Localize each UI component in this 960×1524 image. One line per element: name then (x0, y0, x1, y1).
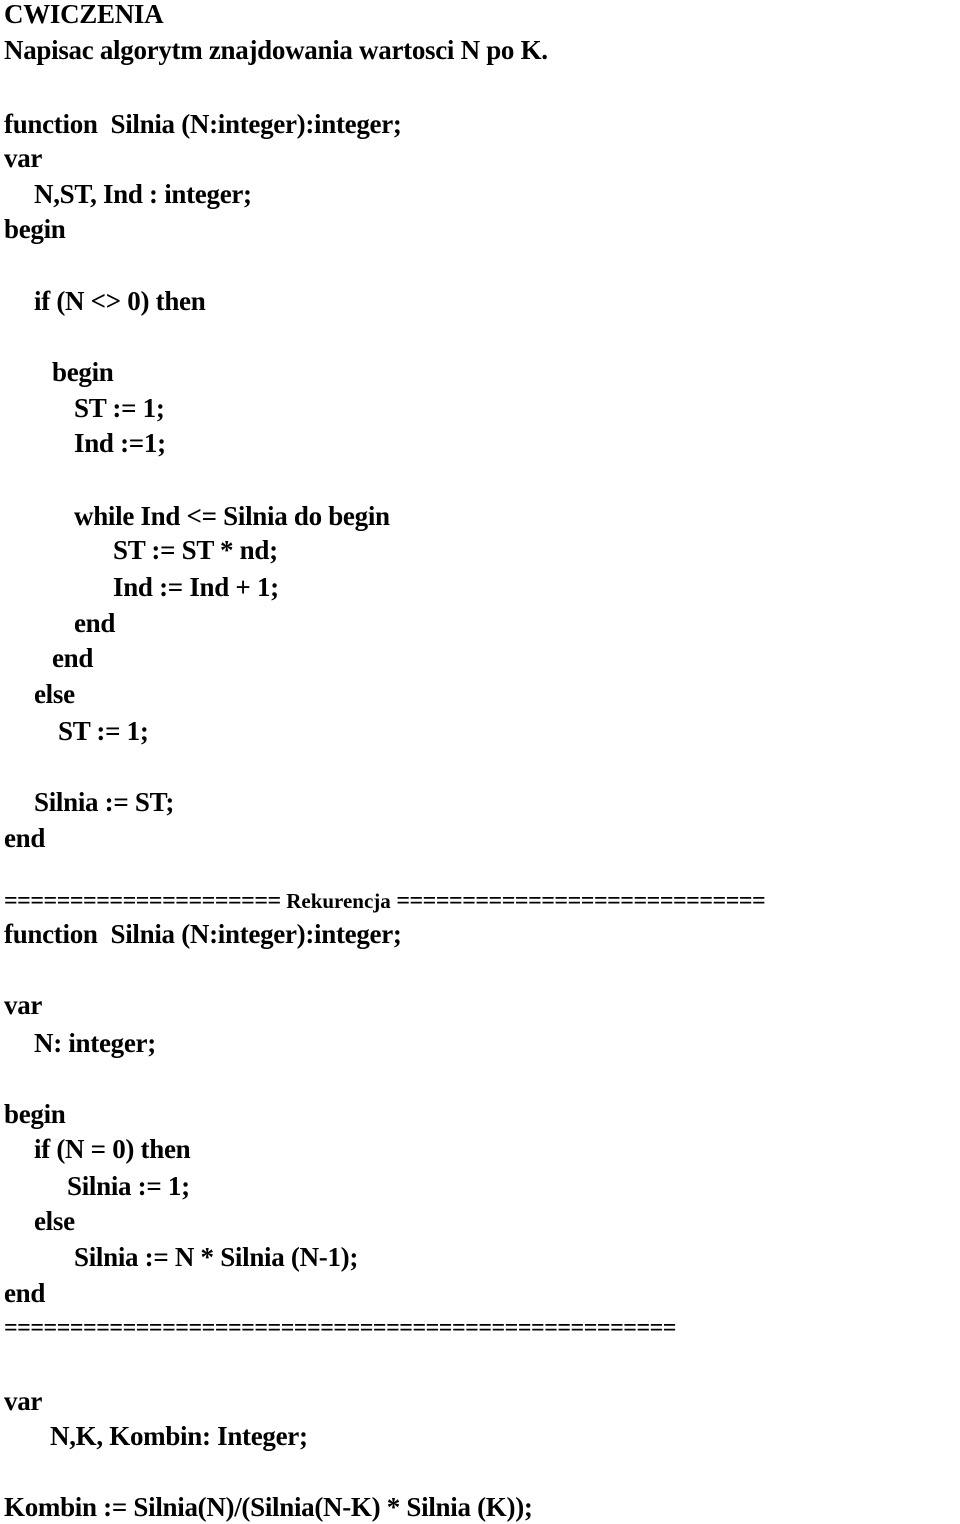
section-separator: =================================================== (4, 1315, 676, 1341)
section-label: Rekurencja (286, 889, 391, 913)
section-separator (4, 887, 765, 915)
code-line: begin (4, 214, 66, 244)
code-line: function Silnia (N:integer):integer; (4, 919, 402, 949)
code-line: if (N = 0) then (34, 1134, 191, 1164)
code-line: var (4, 143, 43, 173)
code-line: else (34, 679, 75, 709)
code-line: while Ind <= Silnia do begin (74, 501, 390, 531)
code-line: var (4, 990, 43, 1020)
code-line: begin (52, 357, 114, 387)
separator-rule: ============================ (396, 888, 766, 914)
separator-rule: ===================== (4, 888, 281, 914)
code-line: else (34, 1206, 75, 1236)
code-line: Ind := Ind + 1; (113, 572, 279, 602)
code-line: ST := ST * nd; (113, 535, 278, 565)
code-line: Ind :=1; (74, 428, 166, 458)
code-line: begin (4, 1099, 66, 1129)
page-title: CWICZENIA (4, 0, 164, 29)
code-line: ST := 1; (74, 393, 165, 423)
code-line: Silnia := 1; (67, 1171, 190, 1201)
code-line: Silnia := ST; (34, 787, 175, 817)
code-line: Silnia := N * Silnia (N-1); (74, 1242, 359, 1272)
code-line: N,K, Kombin: Integer; (50, 1421, 308, 1451)
code-line: end (4, 823, 46, 853)
code-line: var (4, 1386, 43, 1416)
code-line: end (52, 643, 94, 673)
code-line: N: integer; (34, 1028, 156, 1058)
task-description: Napisac algorytm znajdowania wartosci N po K. (4, 35, 548, 65)
code-line: if (N <> 0) then (34, 286, 206, 316)
code-line: Kombin := Silnia(N)/(Silnia(N-K) * Silnia (K)); (4, 1492, 533, 1522)
code-line: N,ST, Ind : integer; (34, 179, 252, 209)
code-line: end (74, 608, 116, 638)
code-line: ST := 1; (58, 716, 149, 746)
code-line: function Silnia (N:integer):integer; (4, 109, 402, 139)
code-line: end (4, 1278, 46, 1308)
